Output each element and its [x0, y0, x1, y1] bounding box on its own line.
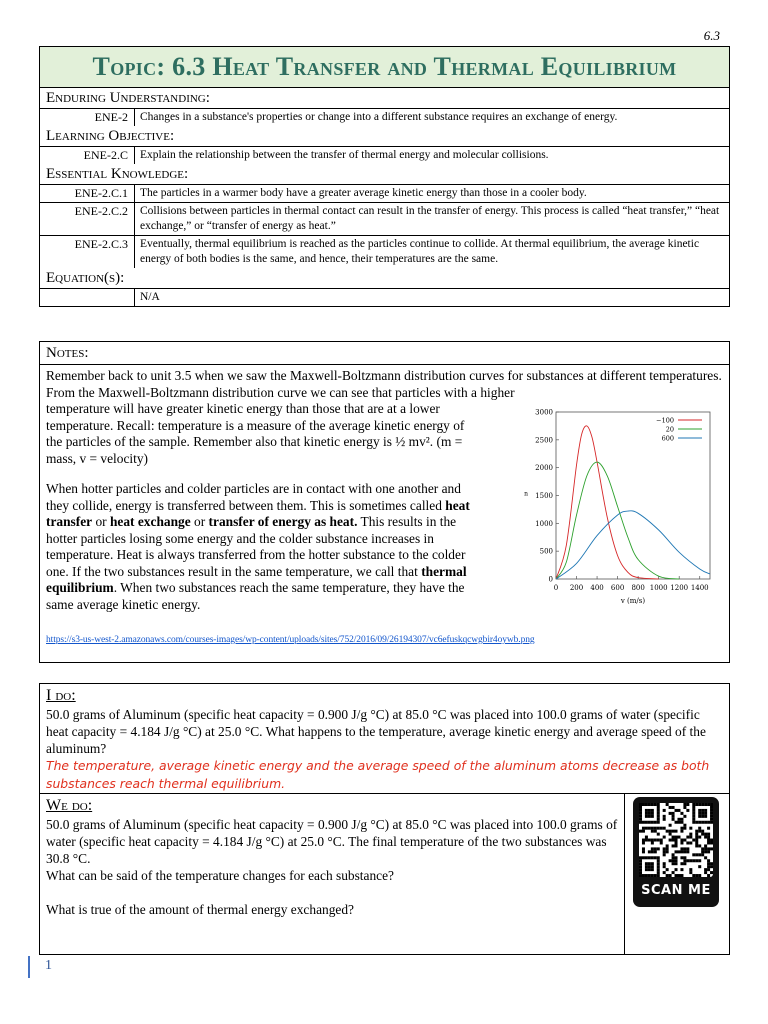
y-tick-label: 2500	[535, 436, 553, 445]
ido-section	[40, 684, 729, 794]
knowledge-rows	[40, 185, 729, 268]
x-tick-label: 400	[590, 584, 604, 592]
notes-para-1: temperature will have greater kinetic energy than those that are at a lower temperature. Recall: temperature is a measure of the average kinetic energy of the particles of the sample. Remember also that kinetic energy is ½ mv². (m = mass, v = velocity)	[46, 401, 465, 466]
y-tick-label: 0	[548, 575, 553, 584]
topic-table	[39, 46, 730, 307]
notes-heading: Notes:	[40, 342, 729, 365]
row-code: ENE-2.C.2	[40, 203, 135, 235]
legend-label: 20	[665, 425, 674, 434]
ido-wedo-box	[39, 683, 730, 955]
maxwell-boltzmann-chart	[484, 404, 714, 604]
x-tick-label: 200	[569, 584, 584, 592]
row-text: The particles in a warmer body have a greater average kinetic energy than those in a cooler body.	[140, 187, 587, 199]
wedo-question-1: What can be said of the temperature changes for each substance?	[46, 868, 394, 883]
y-tick-label: 2000	[535, 464, 553, 473]
footer-page-number: 1	[45, 958, 52, 973]
ido-heading: I do:	[46, 687, 76, 704]
legend-label: 600	[661, 434, 674, 443]
equation-rows	[40, 289, 729, 306]
table-row	[40, 147, 729, 164]
wedo-section	[40, 794, 729, 954]
x-tick-label: 600	[610, 584, 625, 592]
x-axis-label: v (m/s)	[620, 597, 646, 604]
enduring-label: Enduring Understanding:	[40, 88, 729, 109]
table-row	[40, 185, 729, 203]
series-line-0	[556, 426, 659, 579]
x-tick-label: 0	[553, 584, 559, 592]
qr-pattern-icon	[639, 803, 713, 877]
x-tick-label: 1000	[649, 584, 668, 592]
row-text: N/A	[140, 291, 160, 303]
y-axis-label: n	[524, 490, 528, 498]
series-line-2	[556, 511, 710, 579]
ido-answer: The temperature, average kinetic energy and the average speed of the aluminum atoms decrease as both substances reach thermal equilibrium.	[46, 758, 710, 791]
row-code: ENE-2.C.1	[40, 185, 135, 202]
notes-para-2: When hotter particles and colder particles are in contact with one another and they collide, energy is transferred between them. This is sometimes called heat transfer or heat exchange or transfer of energy as heat. This results in the hotter particles losing some energy and the colder substance increases in temperature. Heat is always transferred from the hotter substance to the colder one. If the two substances result in the same temperature, we call that thermal equilibrium. When two substances reach the same temperature, they have the same average kinetic energy.	[46, 481, 470, 612]
ido-problem: 50.0 grams of Aluminum (specific heat capacity = 0.900 J/g °C) at 85.0 °C was placed into 100.0 grams of water (specific heat capacity = 4.184 J/g °C) at 25.0 °C. What happens to the temperature, average kinetic energy and average speed of the aluminum?	[46, 707, 706, 756]
table-row	[40, 289, 729, 306]
equation-label: Equation(s):	[40, 268, 729, 289]
objective-rows	[40, 147, 729, 164]
legend-label: −100	[656, 416, 674, 425]
row-text: Collisions between particles in thermal contact can result in the transfer of energy. This process is called “heat transfer,” “heat exchange,” or “transfer of energy as heat.”	[140, 205, 720, 232]
topic-title: Topic: 6.3 Heat Transfer and Thermal Equilibrium	[40, 47, 729, 88]
x-tick-label: 1200	[670, 584, 689, 592]
row-code: ENE-2	[40, 109, 135, 126]
y-tick-label: 1500	[535, 492, 553, 500]
notes-intro: Remember back to unit 3.5 when we saw the Maxwell-Boltzmann distribution curves for substances at different temperatures. From the Maxwell-Boltzmann distribution curve we can see that particles with a higher	[46, 368, 722, 400]
table-row	[40, 203, 729, 236]
row-text: Changes in a substance's properties or change into a different substance requires an exchange of energy.	[140, 111, 618, 123]
objective-label: Learning Objective:	[40, 126, 729, 147]
y-tick-label: 500	[539, 547, 553, 556]
knowledge-label: Essential Knowledge:	[40, 164, 729, 185]
x-tick-label: 1400	[690, 584, 709, 592]
page-marker: 6.3	[703, 28, 720, 43]
enduring-rows	[40, 109, 729, 126]
row-text: Eventually, thermal equilibrium is reached as the particles continue to collide. At thermal equilibrium, the average kinetic energy of both bodies is the same, and hence, their temperatures are the same.	[140, 238, 700, 265]
qr-code[interactable]	[633, 797, 719, 907]
table-row	[40, 109, 729, 126]
table-row	[40, 236, 729, 268]
image-source-link[interactable]: https://s3-us-west-2.amazonaws.com/courses-images/wp-content/uploads/sites/752/2016/09/26194307/vc6efuskqcwgbir4oywb.png	[46, 635, 535, 645]
plot-frame	[556, 412, 710, 579]
wedo-problem: 50.0 grams of Aluminum (specific heat capacity = 0.900 J/g °C) at 85.0 °C was placed into 100.0 grams of water (specific heat capacity = 4.184 J/g °C) at 25.0 °C. The final temperature of the two substances was 30.8 °C.	[46, 817, 618, 866]
y-tick-label: 3000	[535, 408, 553, 417]
row-code: ENE-2.C	[40, 147, 135, 164]
footer-divider	[28, 956, 30, 978]
wedo-question-2: What is true of the amount of thermal energy exchanged?	[46, 902, 354, 917]
notes-box	[39, 341, 730, 663]
x-tick-label: 800	[631, 584, 645, 592]
qr-scan-label: SCAN ME	[641, 883, 711, 898]
wedo-heading: We do:	[46, 797, 93, 814]
row-code	[40, 289, 135, 306]
y-tick-label: 1000	[535, 519, 553, 528]
row-text: Explain the relationship between the transfer of thermal energy and molecular collisions.	[140, 149, 549, 161]
row-code: ENE-2.C.3	[40, 236, 135, 268]
